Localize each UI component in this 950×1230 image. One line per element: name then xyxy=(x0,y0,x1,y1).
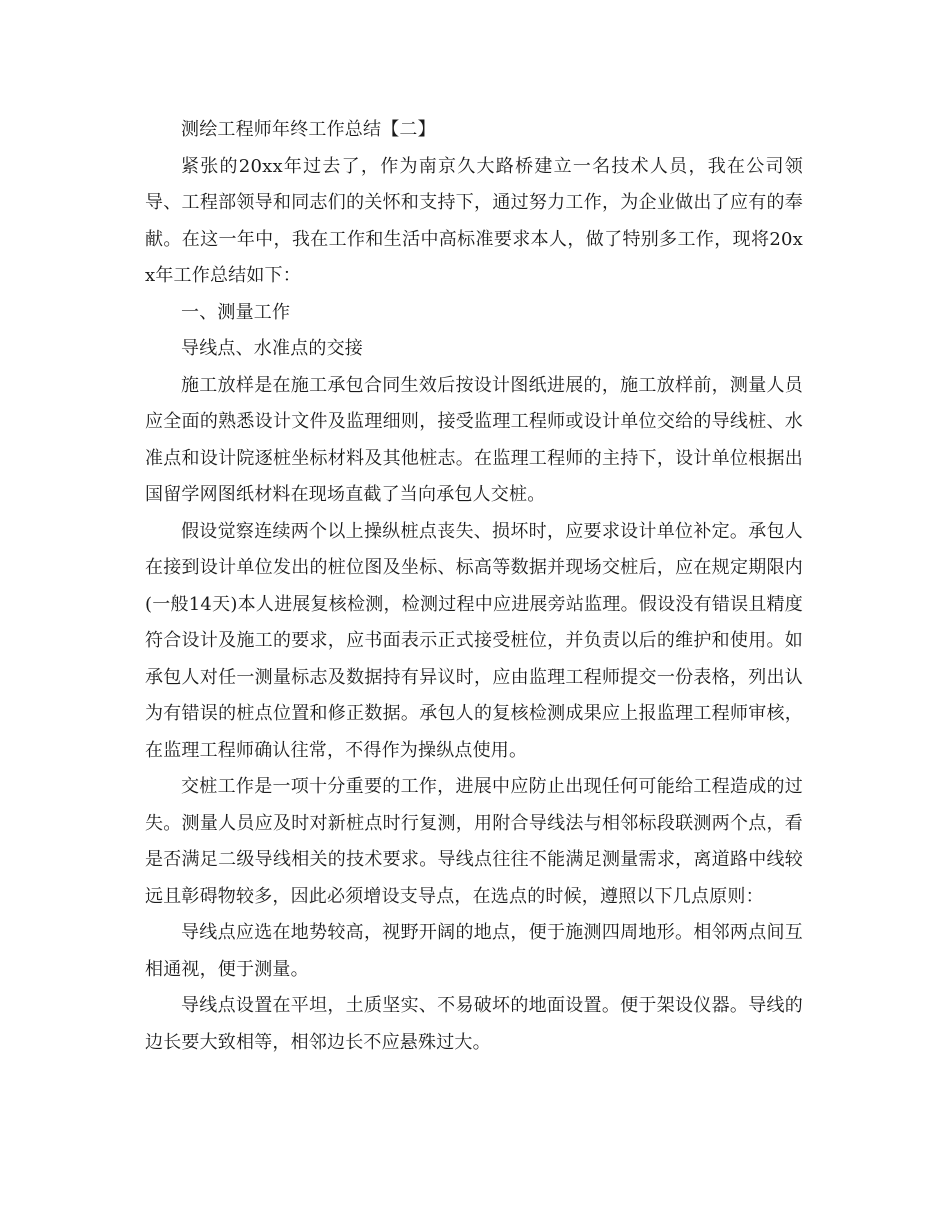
paragraph-principle-1: 导线点应选在地势较高，视野开阔的地点，便于施测四周地形。相邻两点间互相通视，便于测量。 xyxy=(145,922,803,980)
paragraph-principle-2: 导线点设置在平坦，土质坚实、不易破坏的地面设置。便于架设仪器。导线的边长要大致相等，相邻边长不应悬殊过大。 xyxy=(145,995,803,1053)
paragraph-verification: 假设觉察连续两个以上操纵桩点丧失、损坏时，应要求设计单位补定。承包人在接到设计单位发出的桩位图及坐标、标高等数据并现场交桩后，应在规定期限内(一般14天)本人进展复核检测，检测过程中应进展旁站监理。假设没有错误且精度符合设计及施工的要求，应书面表示正式接受桩位，并负责以后的维护和使用。如承包人对任一测量标志及数据持有异议时，应由监理工程师提交一份表格，列出认为有错误的桩点位置和修正数据。承包人的复核检测成果应上报监理工程师审核，在监理工程师确认往常，不得作为操纵点使用。 xyxy=(145,520,803,761)
paragraph-layout: 施工放样是在施工承包合同生效后按设计图纸进展的，施工放样前，测量人员应全面的熟悉设计文件及监理细则，接受监理工程师或设计单位交给的导线桩、水准点和设计院逐桩坐标材料及其他桩志。在监理工程师的主持下，设计单位根据出国留学网图纸材料在现场直截了当向承包人交桩。 xyxy=(145,374,803,505)
paragraph-handover: 交桩工作是一项十分重要的工作，进展中应防止出现任何可能给工程造成的过失。测量人员应及时对新桩点时行复测，用附合导线法与相邻标段联测两个点，看是否满足二级导线相关的技术要求。导线点往往不能满足测量需求，离道路中线较远且彰碍物较多，因此必须增设支导点，在选点的时候，遵照以下几点原则： xyxy=(145,776,803,907)
document-title: 测绘工程师年终工作总结【二】 xyxy=(181,119,436,140)
document-page xyxy=(145,112,803,1061)
paragraph-intro: 紧张的20xx年过去了，作为南京久大路桥建立一名技术人员，我在公司领导、工程部领导和同志们的关怀和支持下，通过努力工作，为企业做出了应有的奉献。在这一年中，我在工作和生活中高标准要求本人，做了特别多工作，现将20xx年工作总结如下： xyxy=(145,155,803,286)
subsection-heading: 导线点、水准点的交接 xyxy=(181,338,363,359)
section-heading: 一、测量工作 xyxy=(181,301,291,323)
